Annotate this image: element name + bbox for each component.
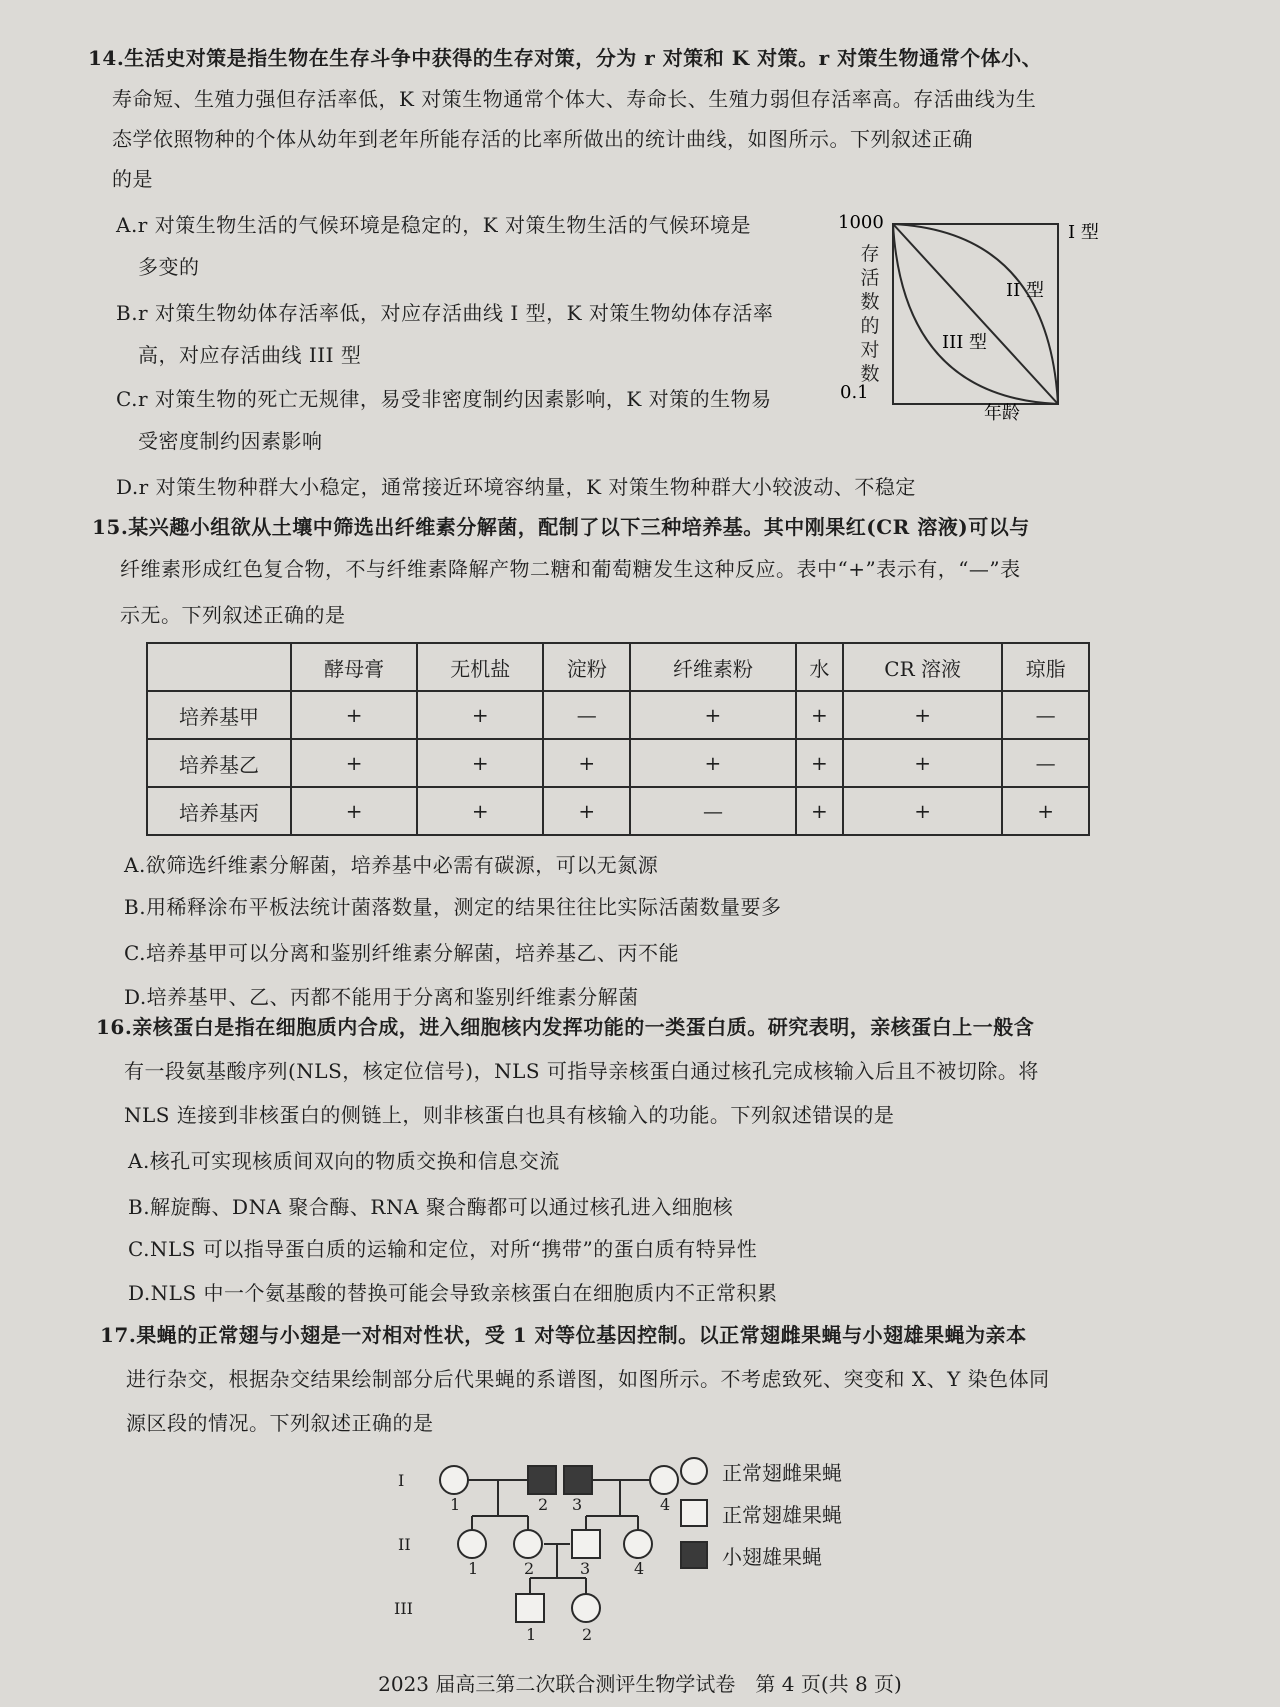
table-cell: +	[291, 787, 417, 835]
table-header-cell: 无机盐	[417, 643, 543, 691]
female-normal-icon	[680, 1457, 708, 1485]
q15-option-c: C.培养基甲可以分离和鉴别纤维素分解菌，培养基乙、丙不能	[124, 941, 679, 965]
pedigree-ii2-female-normal	[514, 1530, 542, 1558]
individual-number: 2	[538, 1495, 549, 1514]
q14-option-c-cont: 受密度制约因素影响	[138, 429, 323, 453]
table-cell: +	[843, 787, 1002, 835]
q14-option-b-cont: 高，对应存活曲线 III 型	[138, 343, 362, 367]
individual-number: 2	[524, 1559, 535, 1578]
table-header-cell: 淀粉	[543, 643, 630, 691]
q15-option-d: D.培养基甲、乙、丙都不能用于分离和鉴别纤维素分解菌	[124, 985, 639, 1009]
table-cell: 培养基甲	[147, 691, 291, 739]
table-cell: +	[796, 787, 843, 835]
individual-number: 3	[580, 1559, 591, 1578]
table-cell: 培养基丙	[147, 787, 291, 835]
table-header-cell: 酵母膏	[291, 643, 417, 691]
table-cell: —	[1002, 739, 1089, 787]
table-header-cell: 水	[796, 643, 843, 691]
q14-option-c: C.r 对策生物的死亡无规律，易受非密度制约因素影响，K 对策的生物易	[116, 387, 772, 411]
culture-medium-table	[146, 642, 1090, 836]
pedigree-iii1-male-normal	[516, 1594, 544, 1622]
table-row	[147, 691, 1089, 739]
individual-number: 2	[582, 1625, 593, 1644]
individual-number: 1	[526, 1625, 537, 1644]
table-cell: +	[796, 691, 843, 739]
pedigree-i3-male-small-wing	[564, 1466, 592, 1494]
q17-stem-line-1: 17.果蝇的正常翅与小翅是一对相对性状，受 1 对等位基因控制。以正常翅雌果蝇与小翅雄果蝇为亲本	[100, 1323, 1027, 1347]
table-cell: +	[543, 787, 630, 835]
table-cell: +	[417, 691, 543, 739]
q16-option-c: C.NLS 可以指导蛋白质的运输和定位，对所“携带”的蛋白质有特异性	[128, 1237, 758, 1261]
individual-number: 3	[572, 1495, 583, 1514]
q14-stem-line-1: 14.生活史对策是指生物在生存斗争中获得的生存对策，分为 r 对策和 K 对策。r 对策生物通常个体小、	[88, 46, 1043, 70]
pedigree-legend	[680, 1450, 842, 1576]
survivorship-chart	[838, 212, 1128, 422]
table-header-row	[147, 643, 1089, 691]
table-header-cell	[147, 643, 291, 691]
table-cell: —	[1002, 691, 1089, 739]
q16-option-b: B.解旋酶、DNA 聚合酶、RNA 聚合酶都可以通过核孔进入细胞核	[128, 1195, 734, 1219]
chart-y-axis-label: 存活数的对数	[860, 243, 880, 385]
pedigree-i1-female-normal	[440, 1466, 468, 1494]
generation-label: I	[398, 1471, 405, 1490]
table-cell: +	[843, 739, 1002, 787]
legend-item	[680, 1492, 842, 1534]
q17-stem-line-3: 源区段的情况。下列叙述正确的是	[126, 1411, 434, 1435]
page-footer: 2023 届高三第二次联合测评生物学试卷 第 4 页(共 8 页)	[378, 1672, 902, 1696]
pedigree-ii1-female-normal	[458, 1530, 486, 1558]
q17-stem-line-2: 进行杂交，根据杂交结果绘制部分后代果蝇的系谱图，如图所示。不考虑致死、突变和 X、Y 染色体同	[126, 1367, 1050, 1391]
q15-stem-line-2: 纤维素形成红色复合物，不与纤维素降解产物二糖和葡萄糖发生这种反应。表中“+”表示有，“—”表	[120, 557, 1021, 581]
individual-number: 4	[660, 1495, 671, 1514]
chart-label-type-3: III 型	[942, 332, 988, 353]
table-cell: +	[291, 691, 417, 739]
pedigree-iii2-female-normal	[572, 1594, 600, 1622]
table-cell: 培养基乙	[147, 739, 291, 787]
pedigree-ii3-male-normal	[572, 1530, 600, 1558]
q14-option-d: D.r 对策生物种群大小稳定，通常接近环境容纳量，K 对策生物种群大小较波动、不稳定	[116, 475, 916, 499]
chart-label-type-1: I 型	[1068, 222, 1099, 243]
q15-stem-line-3: 示无。下列叙述正确的是	[120, 603, 346, 627]
q14-stem-line-2: 寿命短、生殖力强但存活率低，K 对策生物通常个体大、寿命长、生殖力弱但存活率高。存活曲线为生	[112, 87, 1037, 111]
generation-label: II	[398, 1535, 411, 1554]
table-cell: —	[543, 691, 630, 739]
legend-label: 正常翅雄果蝇	[722, 1502, 842, 1527]
q16-stem-line-1: 16.亲核蛋白是指在细胞质内合成，进入细胞核内发挥功能的一类蛋白质。研究表明，亲核蛋白上一般含	[96, 1015, 1035, 1039]
table-cell: +	[1002, 787, 1089, 835]
table-header-cell: 纤维素粉	[630, 643, 796, 691]
male-normal-icon	[680, 1499, 708, 1527]
table-cell: +	[417, 739, 543, 787]
q15-option-a: A.欲筛选纤维素分解菌，培养基中必需有碳源，可以无氮源	[124, 853, 659, 877]
legend-item	[680, 1450, 842, 1492]
table-row	[147, 787, 1089, 835]
q14-stem-line-3: 态学依照物种的个体从幼年到老年所能存活的比率所做出的统计曲线，如图所示。下列叙述正确	[112, 127, 973, 151]
table-row	[147, 739, 1089, 787]
q14-option-a: A.r 对策生物生活的气候环境是稳定的，K 对策生物生活的气候环境是	[116, 213, 752, 237]
table-cell: +	[843, 691, 1002, 739]
q14-option-a-cont: 多变的	[138, 255, 200, 279]
pedigree-i2-male-small-wing	[528, 1466, 556, 1494]
q15-option-b: B.用稀释涂布平板法统计菌落数量，测定的结果往往比实际活菌数量要多	[124, 895, 782, 919]
table-cell: +	[417, 787, 543, 835]
table-header-cell: CR 溶液	[843, 643, 1002, 691]
chart-label-type-2: II 型	[1006, 280, 1044, 301]
chart-y-max-label: 1000	[838, 212, 884, 233]
legend-label: 小翅雄果蝇	[722, 1544, 822, 1569]
q15-stem-line-1: 15.某兴趣小组欲从土壤中筛选出纤维素分解菌，配制了以下三种培养基。其中刚果红(CR 溶液)可以与	[92, 515, 1030, 539]
table-cell: +	[291, 739, 417, 787]
q16-option-d: D.NLS 中一个氨基酸的替换可能会导致亲核蛋白在细胞质内不正常积累	[128, 1281, 778, 1305]
legend-item	[680, 1534, 842, 1576]
legend-label: 正常翅雌果蝇	[722, 1460, 842, 1485]
male-small-wing-icon	[680, 1541, 708, 1569]
table-cell: +	[630, 691, 796, 739]
individual-number: 1	[450, 1495, 461, 1514]
table-cell: —	[630, 787, 796, 835]
q16-option-a: A.核孔可实现核质间双向的物质交换和信息交流	[128, 1149, 560, 1173]
table-cell: +	[630, 739, 796, 787]
individual-number: 4	[634, 1559, 645, 1578]
chart-curve-type-2	[893, 224, 1058, 404]
q16-stem-line-2: 有一段氨基酸序列(NLS，核定位信号)，NLS 可指导亲核蛋白通过核孔完成核输入后且不被切除。将	[124, 1059, 1039, 1083]
q14-stem-line-4: 的是	[112, 167, 153, 191]
table-cell: +	[543, 739, 630, 787]
table-header-cell: 琼脂	[1002, 643, 1089, 691]
pedigree-i4-female-normal	[650, 1466, 678, 1494]
q14-option-b: B.r 对策生物幼体存活率低，对应存活曲线 I 型，K 对策生物幼体存活率	[116, 301, 774, 325]
generation-label: III	[394, 1599, 413, 1618]
chart-y-min-label: 0.1	[840, 382, 869, 403]
pedigree-ii4-female-normal	[624, 1530, 652, 1558]
q16-stem-line-3: NLS 连接到非核蛋白的侧链上，则非核蛋白也具有核输入的功能。下列叙述错误的是	[124, 1103, 895, 1127]
chart-x-axis-label: 年龄	[984, 403, 1020, 424]
individual-number: 1	[468, 1559, 479, 1578]
table-cell: +	[796, 739, 843, 787]
